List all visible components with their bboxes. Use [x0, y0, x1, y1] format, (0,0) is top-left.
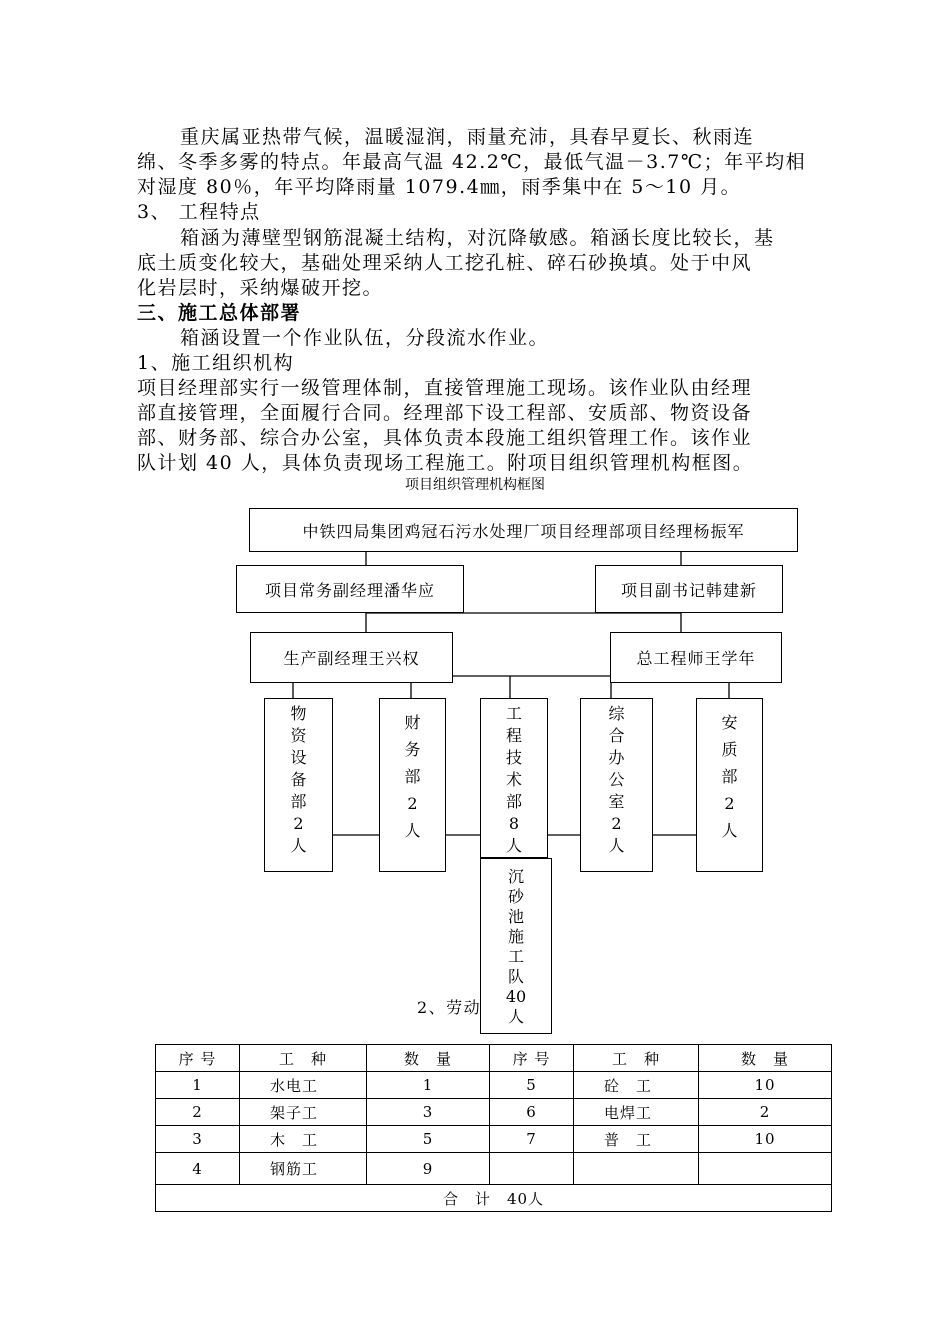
org-box-engineering-department: 工 程 技 术 部 8 人 [480, 698, 548, 858]
table-total-cell: 合 计 40人 [156, 1185, 832, 1212]
org-box-general-office: 综 合 办 公 室 2 人 [580, 698, 653, 872]
table-cell: 水电工 [240, 1072, 367, 1099]
paragraph-climate-line3: 对湿度 80％，年平均降雨量 1079.4㎜，雨季集中在 5～10 月。 [137, 176, 742, 198]
table-row [156, 1153, 832, 1185]
paragraph-organization-line4: 队计划 40 人，具体负责现场工程施工。附项目组织管理机构框图。 [137, 452, 754, 474]
table-cell [574, 1153, 699, 1185]
table-row [156, 1072, 832, 1099]
paragraph-deployment: 箱涵设置一个作业队伍，分段流水作业。 [180, 327, 550, 349]
paragraph-organization-line3: 部、财务部、综合办公室，具体负责本段施工组织管理工作。该作业 [137, 427, 753, 449]
table-cell: 4 [156, 1153, 240, 1185]
org-box-chief-engineer: 总工程师王学年 [610, 632, 782, 683]
table-header-cell: 数 量 [699, 1045, 832, 1072]
labor-table [155, 1044, 832, 1212]
table-cell: 3 [367, 1099, 490, 1126]
table-header-cell: 工 种 [240, 1045, 367, 1072]
table-header-cell: 工 种 [574, 1045, 699, 1072]
table-cell: 普 工 [574, 1126, 699, 1153]
org-chart-caption: 项目组织管理机构框图 [405, 477, 545, 493]
table-header-row [156, 1045, 832, 1072]
paragraph-climate-line1: 重庆属亚热带气候，温暖湿润，雨量充沛，具春早夏长、秋雨连 [180, 126, 755, 148]
table-cell: 5 [367, 1126, 490, 1153]
paragraph-organization-line2: 部直接管理，全面履行合同。经理部下设工程部、安质部、物资设备 [137, 402, 753, 424]
table-header-cell: 数 量 [367, 1045, 490, 1072]
table-cell: 1 [367, 1072, 490, 1099]
table-cell: 10 [699, 1126, 832, 1153]
org-box-production-manager: 生产副经理王兴权 [250, 632, 453, 683]
table-row [156, 1099, 832, 1126]
org-box-deputy-manager: 项目常务副经理潘华应 [236, 565, 464, 613]
paragraph-features-line2: 底土质变化较大，基础处理采纳人工挖孔桩、碎石砂换填。处于中风 [137, 252, 753, 274]
table-header-cell: 序 号 [490, 1045, 574, 1072]
table-cell [490, 1153, 574, 1185]
table-cell: 1 [156, 1072, 240, 1099]
table-cell: 2 [156, 1099, 240, 1126]
org-box-deputy-secretary: 项目副书记韩建新 [595, 565, 783, 613]
subsection-heading-organization: 1、施工组织机构 [137, 352, 295, 374]
table-cell: 5 [490, 1072, 574, 1099]
table-cell: 架子工 [240, 1099, 367, 1126]
table-cell [699, 1153, 832, 1185]
table-cell: 3 [156, 1126, 240, 1153]
table-cell: 电焊工 [574, 1099, 699, 1126]
table-cell: 9 [367, 1153, 490, 1185]
table-header-cell: 序 号 [156, 1045, 240, 1072]
org-box-project-manager: 中铁四局集团鸡冠石污水处理厂项目经理部项目经理杨振军 [249, 508, 798, 552]
table-row [156, 1126, 832, 1153]
table-cell: 木 工 [240, 1126, 367, 1153]
paragraph-climate-line2: 绵、冬季多雾的特点。年最高气温 42.2℃，最低气温－3.7℃；年平均相 [137, 151, 807, 173]
table-total-row [156, 1185, 832, 1212]
table-cell: 2 [699, 1099, 832, 1126]
paragraph-features-line3: 化岩层时，采纳爆破开挖。 [137, 277, 384, 299]
table-cell: 6 [490, 1099, 574, 1126]
table-cell: 10 [699, 1072, 832, 1099]
table-cell: 7 [490, 1126, 574, 1153]
section-heading-project-features: 3、 工程特点 [137, 201, 261, 223]
table-cell: 钢筋工 [240, 1153, 367, 1185]
paragraph-features-line1: 箱涵为薄壁型钢筋混凝土结构，对沉降敏感。箱涵长度比较长，基 [180, 227, 775, 249]
org-box-finance-department: 财 务 部 2 人 [379, 698, 446, 872]
table-cell: 砼 工 [574, 1072, 699, 1099]
paragraph-organization-line1: 项目经理部实行一级管理体制，直接管理施工现场。该作业队由经理 [137, 377, 753, 399]
org-box-grit-chamber-team: 沉 砂 池 施 工 队 40 人 [480, 858, 552, 1034]
org-box-materials-department: 物 资 设 备 部 2 人 [264, 698, 333, 872]
org-box-quality-safety-department: 安 质 部 2 人 [696, 698, 763, 872]
subsection-heading-labor: 2、劳动 [417, 998, 482, 1017]
chapter-heading-deployment: 三、施工总体部署 [137, 302, 302, 324]
